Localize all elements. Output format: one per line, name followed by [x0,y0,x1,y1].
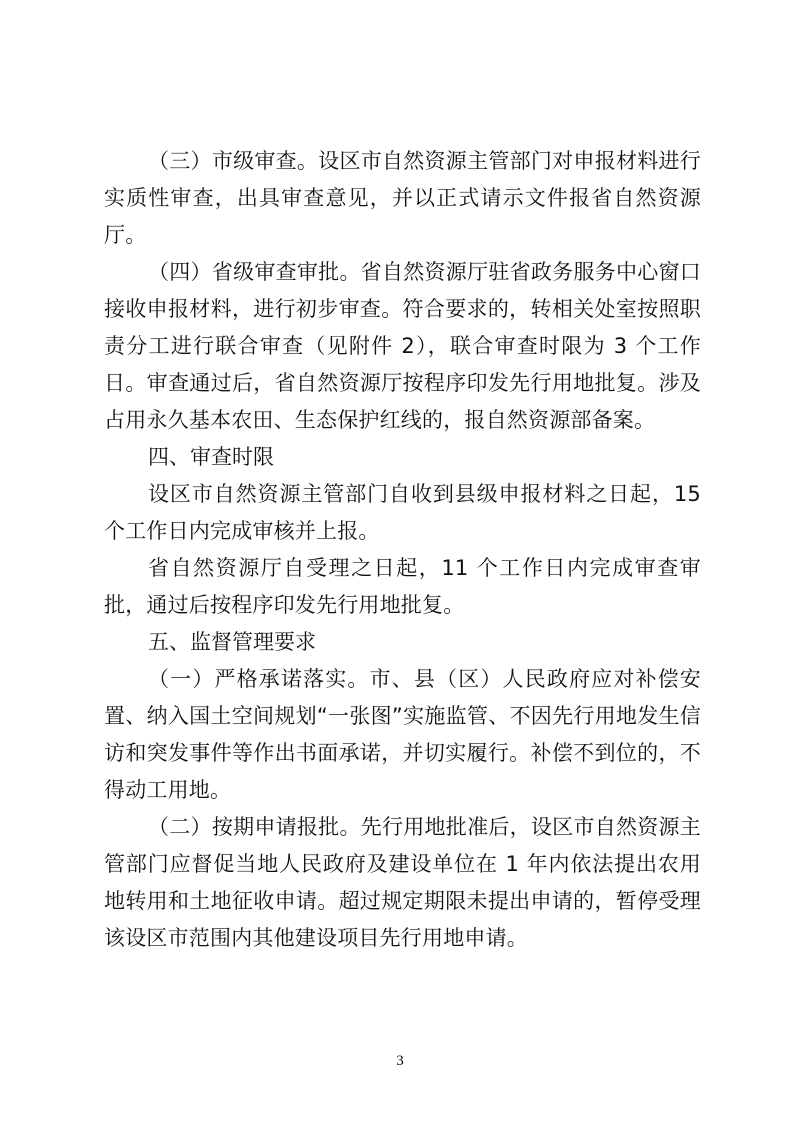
paragraph-timely-application: （二）按期申请报批。先行用地批准后，设区市自然资源主管部门应督促当地人民政府及建设单位在 1 年内依法提出农用地转用和土地征收申请。超过规定期限未提出申请的，暂停受理该设区市范围内其他建设项目先行用地申请。 [104,815,701,950]
paragraph-provincial-time-limit: 省自然资源厅自受理之日起，11 个工作日内完成审查审批，通过后按程序印发先行用地批复。 [104,556,701,617]
paragraph-municipal-review: （三）市级审查。设区市自然资源主管部门对申报材料进行实质性审查，出具审查意见，并以正式请示文件报省自然资源厅。 [104,149,701,247]
page-number: 3 [396,1053,404,1069]
section-heading-review-time-limit: 四、审查时限 [148,445,274,469]
paragraph-commitment-implementation: （一）严格承诺落实。市、县（区）人民政府应对补偿安置、纳入国土空间规划“一张图”实施监管、不因先行用地发生信访和突发事件等作出书面承诺，并切实履行。补偿不到位的，不得动工用地。 [104,667,701,802]
paragraph-municipal-time-limit: 设区市自然资源主管部门自收到县级申报材料之日起，15 个工作日内完成审核并上报。 [104,482,701,543]
section-heading-supervision-requirements: 五、监督管理要求 [148,630,316,654]
paragraph-provincial-review: （四）省级审查审批。省自然资源厅驻省政务服务中心窗口接收申报材料，进行初步审查。符合要求的，转相关处室按照职责分工进行联合审查（见附件 2），联合审查时限为 3 个工作日。审查通过后，省自然资源厅按程序印发先行用地批复。涉及占用永久基本农田、生态保护红线的，报自然资源部备案。 [104,260,701,432]
document-body [104,143,701,957]
